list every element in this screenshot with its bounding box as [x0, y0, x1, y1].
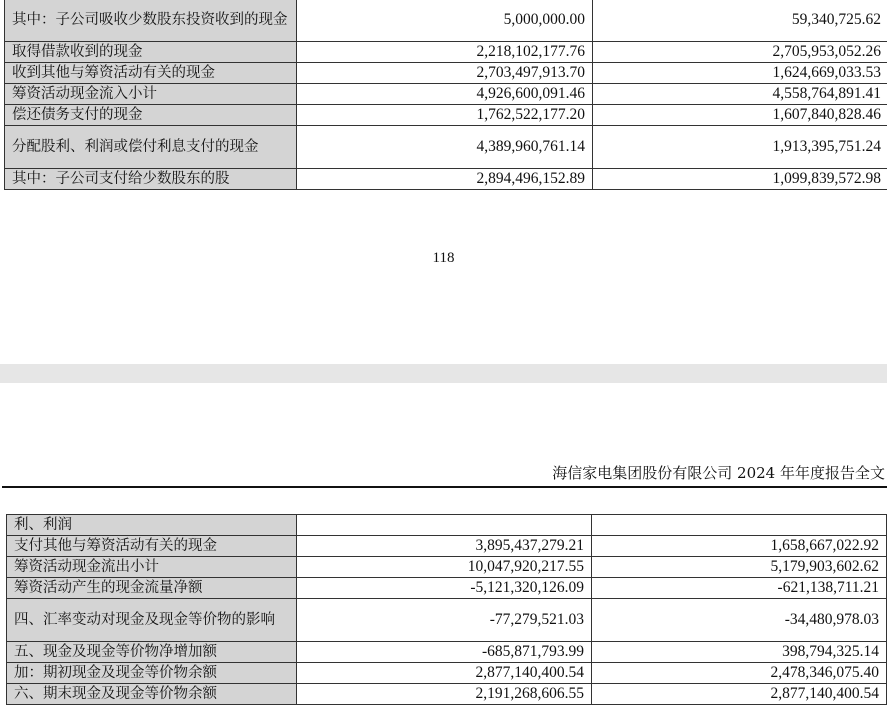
table-row — [7, 642, 887, 663]
row-label: 利、利润 — [7, 515, 297, 536]
current-period-value: 2,894,496,152.89 — [297, 169, 593, 190]
table-row — [5, 126, 887, 169]
row-label: 分配股利、利润或偿付利息支付的现金 — [5, 126, 297, 169]
row-label: 筹资活动现金流入小计 — [5, 84, 297, 105]
row-label: 五、现金及现金等价物净增加额 — [7, 642, 297, 663]
table-body — [5, 0, 887, 190]
table-row — [5, 63, 887, 84]
prior-period-value: 5,179,903,602.62 — [592, 557, 887, 578]
table-row — [7, 536, 887, 557]
page-separator — [0, 364, 887, 383]
prior-period-value: -34,480,978.03 — [592, 599, 887, 642]
current-period-value: 2,191,268,606.55 — [297, 684, 592, 705]
current-period-value: 2,877,140,400.54 — [297, 663, 592, 684]
prior-period-value: 2,478,346,075.40 — [592, 663, 887, 684]
current-period-value: 3,895,437,279.21 — [297, 536, 592, 557]
prior-period-value: 398,794,325.14 — [592, 642, 887, 663]
current-period-value: 5,000,000.00 — [297, 0, 593, 42]
row-label: 筹资活动产生的现金流量净额 — [7, 578, 297, 599]
current-period-value — [297, 515, 592, 536]
cash-flow-table-top — [4, 0, 887, 190]
table-row — [5, 0, 887, 42]
table-row — [7, 599, 887, 642]
table-row — [5, 42, 887, 63]
row-label: 支付其他与筹资活动有关的现金 — [7, 536, 297, 557]
prior-period-value: 1,607,840,828.46 — [593, 105, 887, 126]
table-row — [7, 515, 887, 536]
current-period-value: -77,279,521.03 — [297, 599, 592, 642]
table-body — [7, 515, 887, 705]
prior-period-value: 2,877,140,400.54 — [592, 684, 887, 705]
current-period-value: 10,047,920,217.55 — [297, 557, 592, 578]
prior-period-value: 1,099,839,572.98 — [593, 169, 887, 190]
prior-period-value: 2,705,953,052.26 — [593, 42, 887, 63]
prior-period-value — [592, 515, 887, 536]
table-row — [5, 169, 887, 190]
row-label: 加：期初现金及现金等价物余额 — [7, 663, 297, 684]
table-row — [7, 578, 887, 599]
row-label: 筹资活动现金流出小计 — [7, 557, 297, 578]
running-header: 海信家电集团股份有限公司 2024 年年度报告全文 — [552, 464, 885, 482]
cash-flow-table-bottom — [6, 514, 887, 705]
table-row — [5, 84, 887, 105]
prior-period-value: 59,340,725.62 — [593, 0, 887, 42]
current-period-value: -5,121,320,126.09 — [297, 578, 592, 599]
prior-period-value: -621,138,711.21 — [592, 578, 887, 599]
row-label: 其中：子公司支付给少数股东的股 — [5, 169, 297, 190]
prior-period-value: 1,658,667,022.92 — [592, 536, 887, 557]
row-label: 其中：子公司吸收少数股东投资收到的现金 — [5, 0, 297, 42]
header-rule — [2, 486, 887, 488]
current-period-value: 4,926,600,091.46 — [297, 84, 593, 105]
row-label: 取得借款收到的现金 — [5, 42, 297, 63]
current-period-value: 4,389,960,761.14 — [297, 126, 593, 169]
current-period-value: 2,218,102,177.76 — [297, 42, 593, 63]
page-number: 118 — [432, 250, 455, 266]
row-label: 四、汇率变动对现金及现金等价物的影响 — [7, 599, 297, 642]
table-row — [7, 663, 887, 684]
prior-period-value: 4,558,764,891.41 — [593, 84, 887, 105]
row-label: 偿还债务支付的现金 — [5, 105, 297, 126]
prior-period-value: 1,913,395,751.24 — [593, 126, 887, 169]
current-period-value: 2,703,497,913.70 — [297, 63, 593, 84]
table-row — [5, 105, 887, 126]
table-row — [7, 684, 887, 705]
table-row — [7, 557, 887, 578]
prior-period-value: 1,624,669,033.53 — [593, 63, 887, 84]
current-period-value: 1,762,522,177.20 — [297, 105, 593, 126]
current-period-value: -685,871,793.99 — [297, 642, 592, 663]
row-label: 六、期末现金及现金等价物余额 — [7, 684, 297, 705]
row-label: 收到其他与筹资活动有关的现金 — [5, 63, 297, 84]
